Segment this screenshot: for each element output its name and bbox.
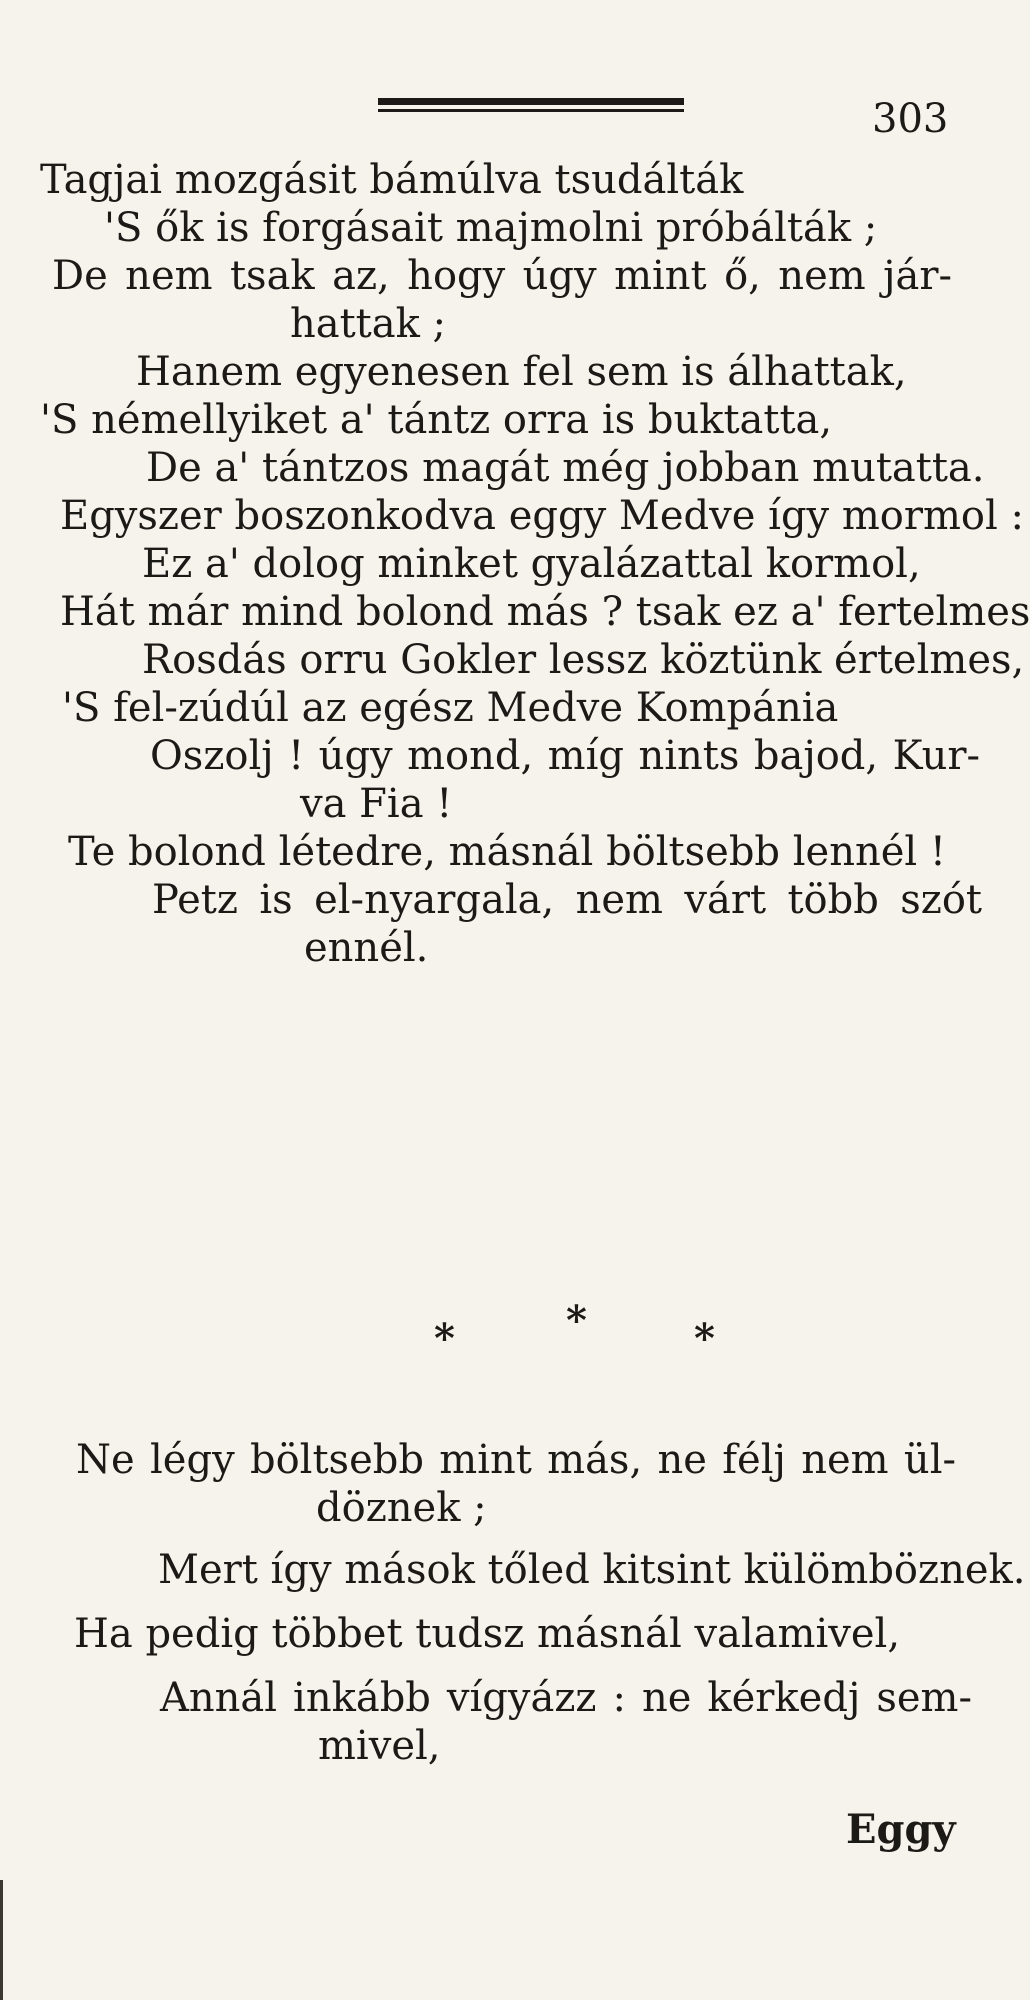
verse-line: Petz is el-nyargala, nem várt több szót — [152, 877, 982, 923]
asterisk: * — [566, 1297, 587, 1344]
verse-line: Hanem egyenesen fel sem is álhattak, — [136, 349, 907, 395]
verse-line: va Fia ! — [300, 781, 453, 827]
moral-line: döznek ; — [316, 1485, 487, 1531]
moral-line: mivel, — [318, 1723, 441, 1769]
asterisk: * — [434, 1315, 455, 1362]
verse-line: Hát már mind bolond más ? tsak ez a' fertelmes — [60, 589, 1030, 635]
asterisk: * — [694, 1315, 715, 1362]
verse-line: hattak ; — [290, 301, 447, 347]
verse-line: Te bolond létedre, másnál böltsebb lennél ! — [68, 829, 946, 875]
moral-line: Ha pedig többet tudsz másnál valamivel, — [74, 1611, 901, 1657]
verse-line: Ez a' dolog minket gyalázattal kormol, — [142, 541, 921, 587]
section-separator — [0, 1297, 1030, 1365]
verse-line: De a' tántzos magát még jobban mutatta. — [146, 445, 985, 491]
verse-line: 'S fel-zúdúl az egész Medve Kompánia — [62, 685, 839, 731]
verse-line: 'S ők is forgásait majmolni próbálták ; — [104, 205, 878, 251]
page-edge-mark — [0, 1880, 3, 2000]
verse-line: Tagjai mozgásit bámúlva tsudálták — [40, 157, 744, 203]
verse-line: Rosdás orru Gokler lessz köztünk értelmes, — [142, 637, 1025, 683]
header-rule — [378, 98, 684, 112]
verse-line: Oszolj ! úgy mond, míg nints bajod, Kur- — [150, 733, 980, 779]
verse-line: De nem tsak az, hogy úgy mint ő, nem jár- — [52, 253, 952, 299]
verse-line: Egyszer boszonkodva eggy Medve így mormol : — [60, 493, 1024, 539]
moral-line: Annál inkább vígyázz : ne kérkedj sem- — [160, 1675, 972, 1721]
page-number: 303 — [872, 96, 949, 142]
verse-line: ennél. — [304, 925, 429, 971]
verse-line: 'S némellyiket a' tántz orra is buktatta, — [40, 397, 833, 443]
moral-line: Ne légy böltsebb mint más, ne félj nem ül- — [76, 1437, 956, 1483]
moral-line: Mert így mások tőled kitsint külömböznek. — [158, 1547, 1026, 1593]
catchword: Eggy — [846, 1806, 956, 1853]
